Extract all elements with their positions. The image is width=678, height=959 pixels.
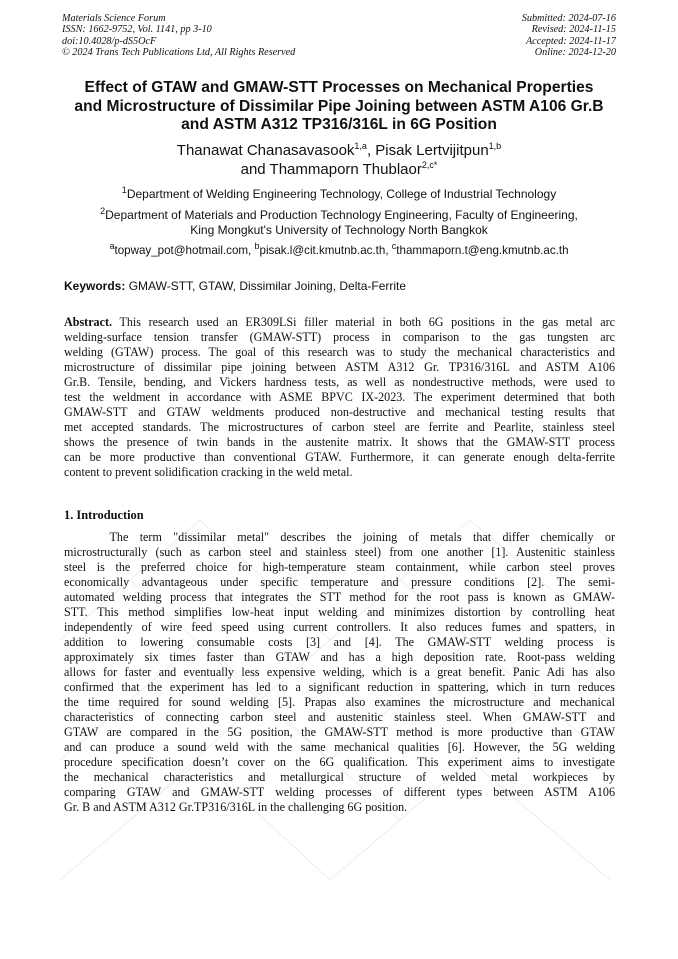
date-submitted: Submitted: 2024-07-16 [521, 13, 616, 24]
intro-line: steel is the preferred choice for high-temperature steam containment, while carbon steel proves [64, 560, 615, 574]
abstract-line: Gr.B. Tensile, bending, and Vickers hardness tests, as well as nondestructive methods, were used to [64, 375, 615, 389]
intro-line: independently of wire feed speed using current controllers. It also reduces fumes and spatters, in [64, 620, 615, 634]
publication-dates [522, 13, 616, 59]
author-separator: and [240, 161, 270, 178]
affiliation-mark: 1 [121, 185, 127, 195]
abstract-line: microstructure of dissimilar pipe joining between ASTM A312 Gr. TP316/316L and ASTM A106 [64, 360, 615, 374]
intro-line: confirmed that the experiment has led to a significant reduction in spattering, which in turn reduces [64, 680, 615, 694]
intro-line: economically advantageous under specific temperature and pressure conditions [2]. The semi- [64, 575, 615, 589]
affiliation-mark: 2 [100, 206, 106, 216]
title-line: and Microstructure of Dissimilar Pipe Joining between ASTM A106 Gr.B [74, 97, 604, 115]
affiliation-1 [40, 187, 638, 202]
journal-name: Materials Science Forum [62, 13, 166, 24]
introduction-text [64, 530, 615, 815]
affiliation-2 [40, 208, 638, 237]
abstract-line: can be more productive than conventional GTAW. Furthermore, it can generate enough delta-ferrite [64, 450, 615, 464]
intro-line: approximately six times faster than GTAW and has a high deposition rate. Root-pass welding [64, 650, 615, 664]
paper-title [40, 79, 638, 135]
intro-line: addition to lowering consumable costs [3] and [4]. The GMAW-STT welding process is [64, 635, 615, 649]
author-name: Pisak Lertvijitpun [375, 142, 489, 159]
date-online: Online: 2024-12-20 [534, 47, 616, 59]
author-affiliation-mark: 2,c* [421, 160, 438, 170]
abstract-line: shows the presence of twin bands in the austenite matrix. It shows that the GMAW-STT process [64, 435, 615, 449]
author-emails [40, 241, 638, 259]
intro-line: STT. This method simplifies low-heat input welding and minimizes distortion by controlling heat [64, 605, 615, 619]
abstract-line: Abstract. This research used an ER309LSi filler material in both 6G positions in the gas metal arc [64, 315, 615, 329]
affiliation-text: Department of Materials and Production Technology Engineering, Faculty of Engineering, [105, 208, 578, 222]
title-line: Effect of GTAW and GMAW-STT Processes on Mechanical Properties [84, 79, 594, 96]
abstract-line: welding-surface tension transfer (GMAW-STT) process in comparison to the gas tungsten arc [64, 330, 615, 344]
email-mark: b [254, 241, 260, 252]
doi: doi:10.4028/p-dS5OcF [62, 35, 157, 47]
intro-line: automated welding process that integrates the STT method for the root pass is known as GMAW- [64, 590, 615, 604]
journal-info [62, 13, 295, 59]
email-address: thammaporn.t@eng.kmutnb.ac.th [396, 244, 569, 257]
keywords-label: Keywords: [64, 279, 126, 293]
intro-line: allows for faster and eventually less expensive welding, which is a great benefit. Panic Adi has also [64, 665, 615, 679]
email-address: pisak.l@cit.kmutnb.ac.th, [259, 244, 392, 257]
abstract-line: content to prevent solidification cracking in the weld metal. [64, 465, 353, 479]
section-heading: 1. Introduction [64, 508, 144, 522]
abstract-line: GMAW-STT and GTAW weldments produced non-destructive and mechanical testing results that [64, 405, 615, 419]
intro-line: and can produce a sound weld with the same mechanical qualities [6]. However, the 5G welding [64, 740, 615, 754]
keywords [64, 279, 624, 293]
intro-line: GTAW are compared in the 5G position, the GMAW-STT method is more productive than GTAW [64, 725, 615, 739]
author-separator: , [366, 142, 376, 159]
intro-line: the mechanical characteristics and metallurgical structure of welded metal workpieces by [64, 770, 615, 784]
author-name: Thammaporn Thublaor [269, 161, 422, 178]
journal-issn: ISSN: 1662-9752, Vol. 1141, pp 3-10 [62, 24, 212, 36]
intro-line: The term "dissimilar metal" describes the joining of metals that differ chemically or [64, 530, 615, 544]
affiliation-text: Department of Welding Engineering Technology, College of Industrial Technology [126, 187, 557, 201]
intro-line: microstructurally (such as carbon steel and stainless steel) from one another [1]. Austenitic stainless [64, 545, 615, 559]
email-address: topway_pot@hotmail.com, [114, 244, 255, 257]
email-mark: a [109, 241, 115, 252]
author-affiliation-mark: 1,b [488, 141, 502, 151]
intro-line: Gr. B and ASTM A312 Gr.TP316/316L in the challenging 6G position. [64, 800, 408, 814]
abstract-line: welding (GTAW) process. The goal of this research was to study the mechanical characteristics and [64, 345, 615, 359]
intro-line: procedure specification doesn’t cover on the 6G qualification. This experiment aims to investigate [64, 755, 615, 769]
date-revised: Revised: 2024-11-15 [531, 24, 616, 36]
date-accepted: Accepted: 2024-11-17 [525, 35, 616, 47]
author-name: Thanawat Chanasavasook [176, 142, 355, 159]
email-mark: c [391, 241, 397, 252]
author-list [40, 141, 638, 179]
copyright: © 2024 Trans Tech Publications Ltd, All Rights Reserved [62, 47, 296, 59]
affiliation-text: King Mongkut's University of Technology North Bangkok [190, 222, 488, 237]
abstract-label: Abstract. [64, 315, 113, 329]
keywords-text: GMAW-STT, GTAW, Dissimilar Joining, Delta-Ferrite [125, 279, 407, 293]
intro-line: the time required for sound welding [5]. Prapas also examines the microstructure and mechanical [64, 695, 615, 709]
intro-line: comparing GTAW and GMAW-STT welding processes of different types between ASTM A106 [64, 785, 615, 799]
abstract [64, 315, 615, 480]
author-affiliation-mark: 1,a [354, 141, 367, 151]
intro-line: characteristics of connecting carbon steel and austenitic stainless steel. When GMAW-STT and [64, 710, 615, 724]
abstract-line: test the weldment in accordance with ASME BPVC IX-2023. The experiment determined that both [64, 390, 615, 404]
title-line: and ASTM A312 TP316/316L in 6G Position [181, 116, 497, 134]
abstract-line: met accepted standards. The microstructures of carbon steel are ferrite and Pearlite, stainless steel [64, 420, 615, 434]
